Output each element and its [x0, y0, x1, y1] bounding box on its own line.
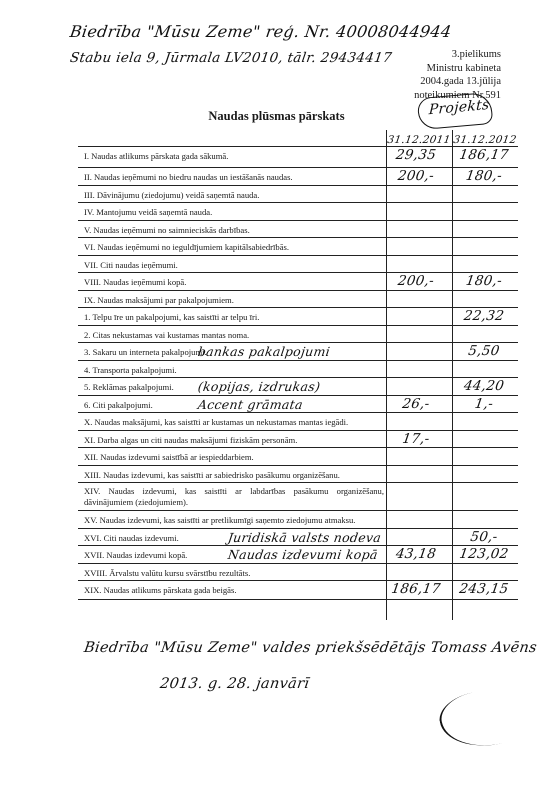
row-label: 5. Reklāmas pakalpojumi. [84, 382, 174, 392]
footer-date-line: 2013. g. 28. janvārī [158, 676, 311, 692]
table-row [78, 167, 518, 186]
row-label: VII. Citi naudas ieņēmumi. [84, 259, 178, 270]
row-label: VIII. Naudas ieņēmumi kopā. [84, 277, 187, 287]
row-label: XIX. Naudas atlikums pārskata gada beigās. [84, 585, 237, 595]
table-row [78, 528, 518, 547]
row-label: XVII. Naudas izdevumi kopā. [84, 550, 188, 560]
row-label: 6. Citi pakalpojumi. [84, 399, 153, 410]
row-label: XIV. Naudas izdevumi, kas saistīti ar labdarības pasākumu organizēšanu, dāvinājumiem (ziedojumiem). [84, 486, 384, 507]
table-row [78, 465, 518, 484]
table-row [78, 290, 518, 309]
footer-signature-line1: Biedrība "Mūsu Zeme" valdes priekšsēdētājs Tomass Avēns [82, 640, 538, 656]
ref-line1: 3.pielikums [451, 49, 501, 60]
table-row [78, 255, 518, 274]
table-row [78, 185, 518, 204]
handwritten-note: (kopijas, izdrukas) [196, 379, 322, 394]
org-header-line2: Stabu iela 9, Jūrmala LV2010, tālr. 29434417 [68, 50, 393, 66]
table-row [78, 342, 518, 361]
row-label: II. Naudas ieņēmumi no biedru naudas un iestāšanās naudas. [84, 172, 293, 182]
row-label: XI. Darba algas un citi naudas maksājumi fiziskām personām. [84, 434, 298, 445]
value-2012: 243,15 [458, 581, 510, 597]
handwritten-note: bankas pakalpojumi [196, 344, 332, 359]
row-label: X. Naudas maksājumi, kas saistīti ar kustamas un nekustamas mantas iegādi. [84, 417, 349, 427]
value-2012: 50,- [469, 528, 499, 545]
row-label: XV. Naudas izdevumi, kas saistīti ar pretlikumīgi saņemto ziedojumu atmaksu. [84, 515, 356, 525]
value-2012: 180,- [464, 273, 504, 289]
table-row [78, 220, 518, 239]
ref-line4: noteikumiem Nr.591 [414, 89, 501, 101]
table-row [78, 395, 518, 414]
stamp-text: Projekts [428, 96, 490, 119]
table-row [78, 510, 518, 529]
table-row [78, 325, 518, 344]
table-row [78, 430, 518, 449]
table-row [78, 580, 518, 600]
value-2011: 17,- [401, 430, 431, 447]
table-row [78, 202, 518, 221]
row-label: V. Naudas ieņēmumi no saimnieciskās darbības. [84, 224, 250, 235]
row-label: I. Naudas atlikums pārskata gada sākumā. [84, 151, 229, 161]
value-2012: 5,50 [467, 343, 501, 359]
value-2012: 123,02 [458, 546, 510, 562]
row-label: VI. Naudas ieņēmumi no ieguldījumiem kapitālsabiedrībās. [84, 242, 290, 252]
table-row [78, 412, 518, 431]
value-2011: 29,35 [394, 147, 438, 163]
table-row [78, 482, 518, 511]
row-label: XIII. Naudas izdevumi, kas saistīti ar sabiedrisko pasākumu organizēšanu. [84, 469, 340, 480]
value-2011: 26,- [401, 395, 431, 412]
column-header-2012: 31.12.2012 [452, 134, 518, 146]
value-2011: 200,- [396, 273, 436, 289]
table-row [78, 307, 518, 326]
row-label: 2. Citas nekustamas vai kustamas mantas noma. [84, 329, 250, 340]
row-label: XII. Naudas izdevumi saistībā ar iespieddarbiem. [84, 452, 254, 462]
ref-line3: 2004.gada 13.jūlija [420, 76, 501, 87]
row-label: XVI. Citi naudas izdevumi. [84, 532, 179, 543]
table-row [78, 563, 518, 582]
org-header-line1: Biedrība "Mūsu Zeme" reģ. Nr. 40008044944 [68, 22, 453, 41]
value-2012: 1,- [473, 395, 495, 412]
handwritten-note: Naudas izdevumi kopā [226, 547, 379, 562]
table-row [78, 377, 518, 396]
table-row [78, 447, 518, 466]
value-2011: 186,17 [390, 581, 442, 597]
row-label: 4. Transporta pakalpojumi. [84, 364, 177, 375]
cash-flow-table [78, 130, 518, 620]
handwritten-signature [435, 681, 539, 755]
table-row [78, 545, 518, 564]
value-2012: 44,20 [462, 378, 506, 394]
row-label: IX. Naudas maksājumi par pakalpojumiem. [84, 294, 234, 305]
value-2011: 43,18 [394, 546, 438, 562]
project-stamp [417, 92, 494, 130]
handwritten-note: Juridiskā valsts nodeva [226, 529, 383, 545]
value-2011: 200,- [396, 168, 436, 184]
table-row [78, 272, 518, 291]
ref-line2: Ministru kabineta [426, 62, 501, 74]
document-title: Naudas plūsmas pārskats [208, 109, 345, 123]
value-2012: 180,- [464, 168, 504, 184]
table-row [78, 146, 518, 168]
row-label: IV. Mantojumu veidā saņemtā nauda. [84, 207, 213, 217]
table-row [78, 360, 518, 379]
row-label: 1. Telpu īre un pakalpojumi, kas saistīti ar telpu īri. [84, 312, 260, 322]
row-label: III. Dāvinājumu (ziedojumu) veidā saņemtā nauda. [84, 189, 260, 200]
row-label: 3. Sakaru un interneta pakalpojumi. [84, 347, 207, 357]
table-row [78, 237, 518, 256]
column-header-2011: 31.12.2011 [386, 134, 452, 146]
value-2012: 186,17 [458, 147, 510, 163]
handwritten-note: Accent grāmata [196, 396, 304, 412]
row-label: XVIII. Ārvalstu valūtu kursu svārstību rezultāts. [84, 567, 251, 578]
value-2012: 22,32 [462, 308, 506, 324]
